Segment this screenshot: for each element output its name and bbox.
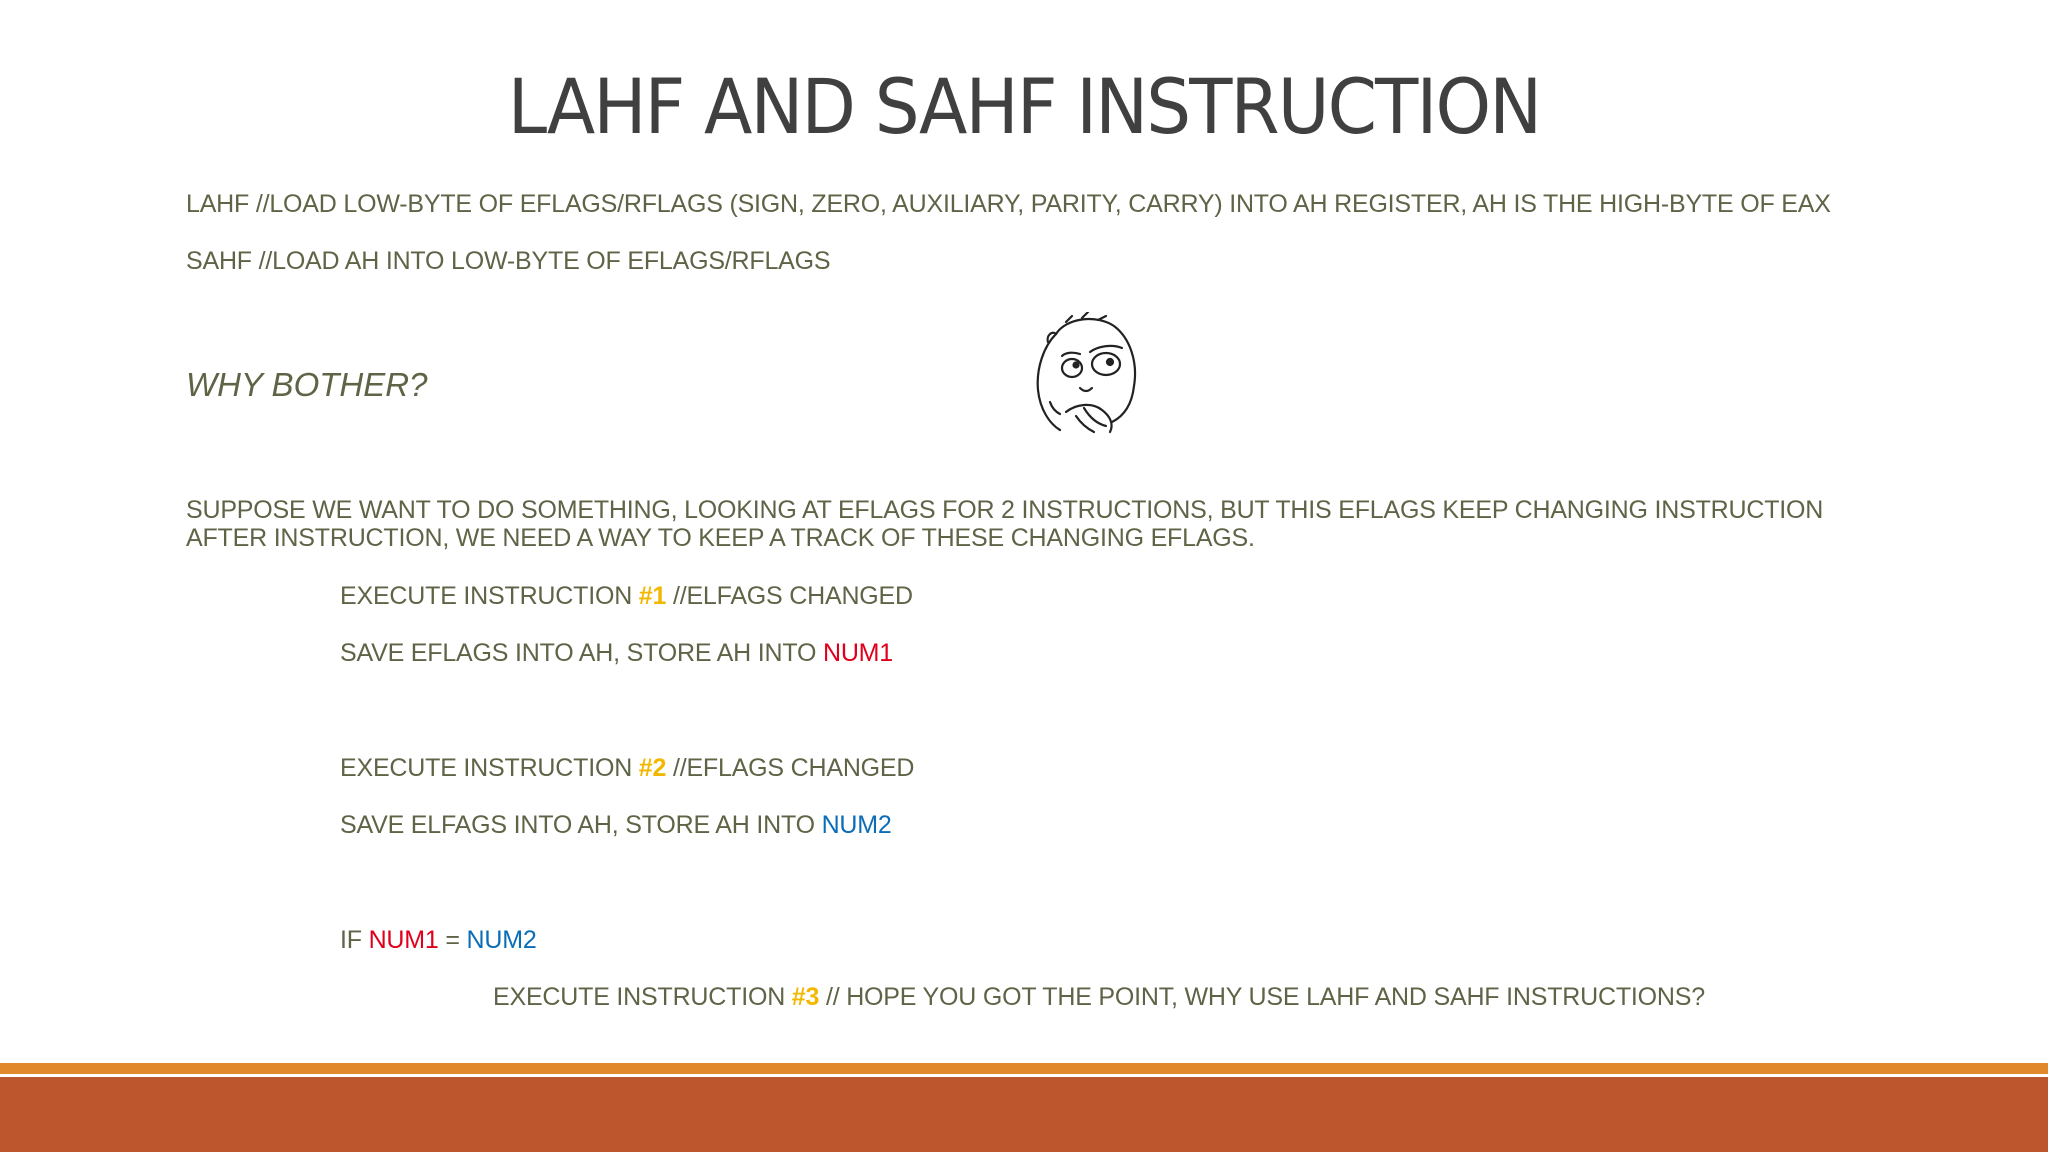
save-2-line [340,811,892,840]
num2-variable: NUM2 [821,811,892,839]
sahf-line: SAHF //LOAD AH INTO LOW-BYTE OF EFLAGS/RFLAGS [186,247,831,275]
step-1-suffix: //ELFAGS CHANGED [666,582,913,610]
footer-accent-strip [0,1063,2048,1074]
slide-title: LAHF AND SAHF INSTRUCTION [507,62,1541,151]
save-2-prefix: SAVE ELFAGS INTO AH, STORE AH INTO [340,811,822,839]
suppose-paragraph: SUPPOSE WE WANT TO DO SOMETHING, LOOKING AT EFLAGS FOR 2 INSTRUCTIONS, BUT THIS EFLAGS KEEP CHANGING INSTRUCTION AFTER INSTRUCTION, WE NEED A WAY TO KEEP A TRACK OF THESE CHANGING EFLAGS. [186,496,1824,552]
save-1-prefix: SAVE EFLAGS INTO AH, STORE AH INTO [340,639,823,667]
thinking-face-icon [1026,312,1144,436]
step-2-suffix: //EFLAGS CHANGED [666,754,915,782]
step-3-suffix: // HOPE YOU GOT THE POINT, WHY USE LAHF AND SAHF INSTRUCTIONS? [819,983,1705,1011]
condition-left: NUM1 [368,926,439,954]
step-1-prefix: EXECUTE INSTRUCTION [340,582,639,610]
condition-operator: = [438,926,467,954]
save-1-line [340,639,893,668]
step-1-line [340,582,913,611]
step-3-prefix: EXECUTE INSTRUCTION [493,983,792,1011]
step-2-prefix: EXECUTE INSTRUCTION [340,754,639,782]
footer-bar [0,1077,2048,1152]
condition-right: NUM2 [466,926,537,954]
why-bother-heading: WHY BOTHER? [186,366,428,403]
step-1-number: #1 [638,582,667,610]
if-keyword: IF [340,926,369,954]
step-2-line [340,754,914,783]
num1-variable: NUM1 [822,639,894,667]
step-3-line [493,983,1705,1012]
condition-line [340,926,537,955]
step-2-number: #2 [638,754,667,782]
lahf-line: LAHF //LOAD LOW-BYTE OF EFLAGS/RFLAGS (SIGN, ZERO, AUXILIARY, PARITY, CARRY) INTO AH REGISTER, AH IS THE HIGH-BYTE OF EAX [186,190,1831,218]
step-3-number: #3 [791,983,820,1011]
